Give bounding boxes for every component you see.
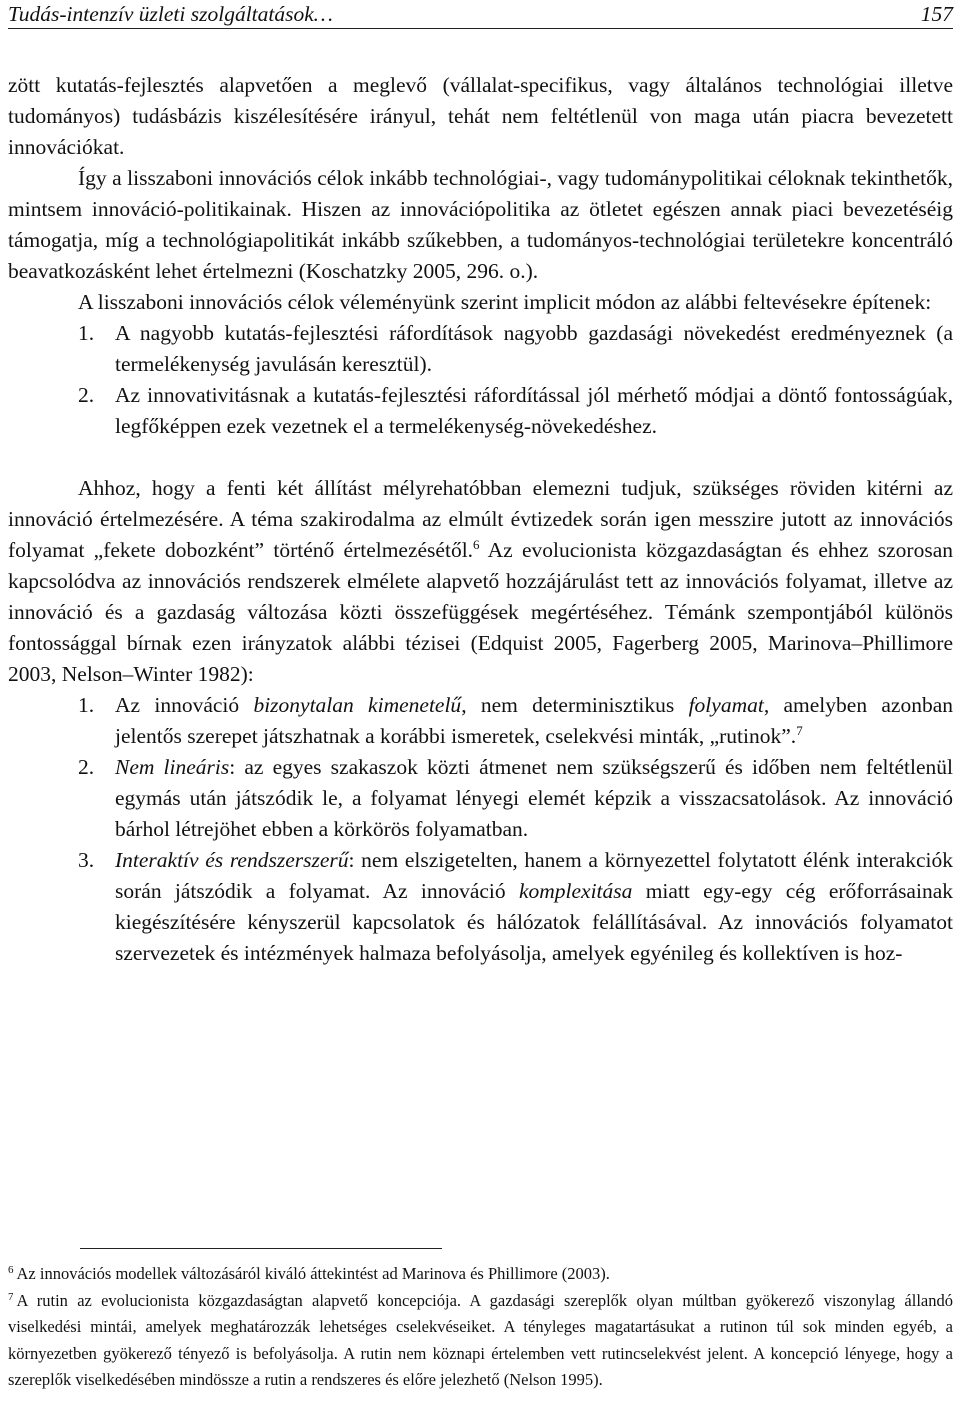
footnote	[8, 1288, 953, 1394]
running-title: Tudás-intenzív üzleti szolgáltatások…	[8, 2, 333, 26]
footnote-number: 6	[8, 1264, 14, 1276]
footnote	[8, 1261, 953, 1288]
emphasis-text: Interaktív és rendszerszerű	[115, 848, 349, 872]
list-item-text: : az egyes szakaszok közti átmenet nem szükségszerű és időben nem feltétlenül egymás után játszódik le, a folyamat lényegi elemét képzik a visszacsatolások. Az innováció bárhol létrejöhet ebben a körkörös folyamatban.	[115, 755, 954, 841]
list-item	[8, 380, 953, 442]
list-number: 1.	[78, 321, 95, 345]
footnote-number: 7	[8, 1290, 14, 1303]
body-text	[8, 70, 953, 969]
paragraph-lisbon-goals: Így a lisszaboni innovációs célok inkább technológiai-, vagy tudománypolitikai céloknak tekinthetők, mintsem innováció-politikainak. Hiszen az innovációpolitika az ötletet egészen annak piaci bevezetéséig támogatja, míg a technológiapolitikát inkább szűkebben, a tudományos-technológiai területekre koncentráló beavatkozásként lehet értelmezni (Koschatzky 2005, 296. o.).	[8, 166, 953, 283]
list-item	[8, 318, 953, 380]
footnote-text: Az innovációs modellek változásáról kiváló áttekintést ad Marinova és Phillimore (2003).	[16, 1264, 610, 1283]
running-header	[8, 2, 953, 29]
emphasis-text: komplexitása	[518, 879, 633, 903]
list-item-text: : nem elszigetelten, hanem a környezettel folytatott élénk interakciók során játszódik a folyamat. Az innováció	[115, 848, 953, 903]
list-number: 3.	[78, 848, 95, 872]
footnote-reference: 6	[473, 537, 480, 552]
footnote-text: A rutin az evolucionista közgazdaságtan alapvető koncepciója. A gazdasági szereplők olyan múltban gyökerező viszonylag állandó viselkedési mintái, amelyek meghatározzák lehetséges cselekvéseiket. A tényleges magatartásukat a rutinon túl sok minden egyéb, a környezetben gyökerező tényező is befolyásolja. A rutin nem köznapi értelemben vett rutincselekvést jelent. A koncepció lényege, hogy a szereplők viselkedésében mindössze a rutin a rendszeres és előre jelezhető (Nelson 1995).	[8, 1290, 953, 1389]
paragraph-assumptions-intro: A lisszaboni innovációs célok véleményünk szerint implicit módon az alábbi feltevésekre építenek:	[78, 290, 932, 314]
paragraph-continuation: zött kutatás-fejlesztés alapvetően a meglevő (vállalat-specifikus, vagy általános technológiai illetve tudományos) tudásbázis kiszélesítésére irányul, tehát nem feltétlenül von maga után piacra bevezetett innovációkat.	[8, 73, 953, 159]
paragraph-text: Az evolucionista közgazdaságtan és ehhez szorosan kapcsolódva az innovációs rendszerek elmélete alapvető hozzájárulást tett az innovációs folyamat, illetve az innováció és a gazdaság változása közti összefüggések megértéséhez. Témánk szempontjából különös fontossággal bírnak ezen irányzatok alábbi tézisei (Edquist 2005, Fagerberg 2005, Marinova–Phillimore 2003, Nelson–Winter 1982):	[8, 538, 953, 686]
list-number: 1.	[78, 693, 95, 717]
theses-list	[8, 690, 953, 969]
list-item-text: Az innovativitásnak a kutatás-fejlesztési ráfordítással jól mérhető módjai a döntő fontosságúak, legfőképpen ezek vezetnek el a termelékenység-növekedéshez.	[115, 383, 953, 438]
list-item	[8, 845, 953, 969]
footnote-reference: 7	[796, 723, 803, 738]
assumptions-list	[8, 318, 953, 442]
list-item-text: A nagyobb kutatás-fejlesztési ráfordítások nagyobb gazdasági növekedést eredményeznek (a termelékenység javulásán keresztül).	[115, 321, 953, 376]
page-number: 157	[920, 2, 953, 26]
emphasis-text: bizonytalan kimenetelű	[253, 693, 462, 717]
list-item-text: miatt egy-egy cég erőforrásainak kiegészítésére kényszerül kapcsolatok és hálózatok felállításával. Az innovációs folyamatot szervezetek és intézmények halmaza befolyásolja, amelyek egyénileg és kollektíven is hoz-	[115, 879, 953, 965]
document-page	[8, 0, 953, 1425]
list-item-text: Az innováció	[115, 693, 254, 717]
list-number: 2.	[78, 383, 95, 407]
footnotes	[8, 1248, 953, 1394]
list-item	[8, 690, 953, 752]
emphasis-text: Nem lineáris	[115, 755, 230, 779]
list-item	[8, 752, 953, 845]
list-number: 2.	[78, 755, 95, 779]
paragraph-text: Ahhoz, hogy a fenti két állítást mélyrehatóbban elemezni tudjuk, szükséges röviden kitérni az innováció értelmezésére. A téma szakirodalma az elmúlt évtizedek során igen messzire jutott az innovációs folyamat „fekete dobozként” történő értelmezésétől.	[8, 476, 953, 562]
list-item-text: , nem determinisztikus	[461, 693, 689, 717]
footnote-separator	[80, 1248, 442, 1249]
paragraph-innovation-interpretation	[8, 473, 953, 690]
list-item-text: , amelyben azonban jelentős szerepet játszhatnak a korábbi ismeretek, cselekvési minták, „rutinok”.	[115, 693, 953, 748]
emphasis-text: folyamat	[688, 693, 764, 717]
